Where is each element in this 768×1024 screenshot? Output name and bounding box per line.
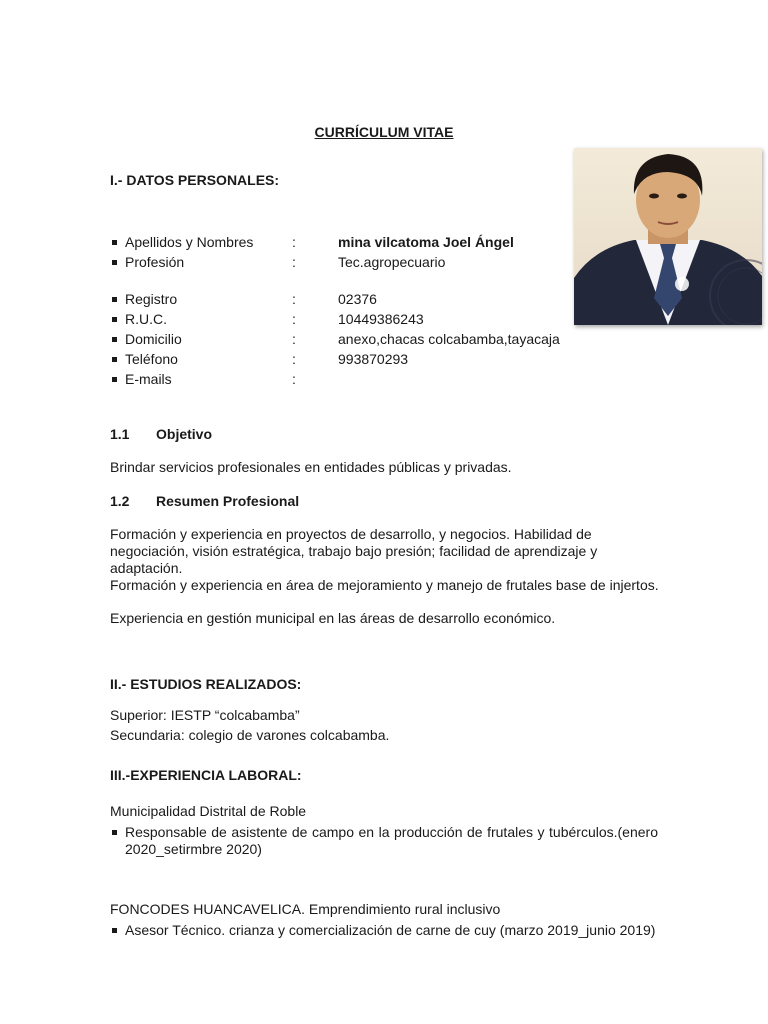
field-colon: : bbox=[292, 291, 296, 307]
field-label-name: Apellidos y Nombres bbox=[125, 234, 254, 250]
summary-paragraph-3: Experiencia en gestión municipal en las áreas de desarrollo económico. bbox=[110, 610, 556, 626]
bullet-icon bbox=[112, 337, 117, 342]
summary-paragraph-2: Formación y experiencia en área de mejoramiento y manejo de frutales base de injertos. bbox=[110, 577, 659, 593]
bullet-icon bbox=[112, 830, 117, 835]
subsection-number-objective: 1.1 bbox=[110, 426, 130, 442]
field-colon: : bbox=[292, 311, 296, 327]
field-label-phone: Teléfono bbox=[125, 351, 178, 367]
document-title: CURRÍCULUM VITAE bbox=[314, 124, 454, 140]
section-heading-personal-data: I.- DATOS PERSONALES: bbox=[110, 172, 280, 188]
field-colon: : bbox=[292, 371, 296, 387]
field-label-registry: Registro bbox=[125, 291, 178, 307]
field-label-profession: Profesión bbox=[125, 254, 185, 270]
section-heading-experience: III.-EXPERIENCIA LABORAL: bbox=[110, 767, 302, 783]
field-value-name: mina vilcatoma Joel Ángel bbox=[338, 234, 514, 250]
field-colon: : bbox=[292, 351, 296, 367]
section-heading-studies: II.- ESTUDIOS REALIZADOS: bbox=[110, 676, 302, 692]
field-label-emails: E-mails bbox=[125, 371, 172, 387]
objective-text: Brindar servicios profesionales en entidades públicas y privadas. bbox=[110, 459, 512, 475]
field-label-ruc: R.U.C. bbox=[125, 311, 167, 327]
summary-paragraph-1: Formación y experiencia en proyectos de desarrollo, y negocios. Habilidad de negociación, visión estratégica, trabajo bajo presión; facilidad de aprendizaje y adaptación. bbox=[110, 526, 598, 576]
subsection-number-summary: 1.2 bbox=[110, 493, 130, 509]
bullet-icon bbox=[112, 357, 117, 362]
bullet-icon bbox=[112, 377, 117, 382]
studies-secundaria: Secundaria: colegio de varones colcabamba. bbox=[110, 727, 390, 743]
bullet-icon bbox=[112, 240, 117, 245]
bullet-icon bbox=[112, 317, 117, 322]
field-value-profession: Tec.agropecuario bbox=[338, 254, 446, 270]
field-value-address: anexo,chacas colcabamba,tayacaja bbox=[338, 331, 560, 347]
bullet-icon bbox=[112, 297, 117, 302]
job-1-item: Responsable de asistente de campo en la producción de frutales y tubérculos.(enero 2020_setirmbre 2020) bbox=[125, 824, 658, 857]
job-2-organization: FONCODES HUANCAVELICA. Emprendimiento rural inclusivo bbox=[110, 901, 501, 917]
job-2-item: Asesor Técnico. crianza y comercialización de carne de cuy (marzo 2019_junio 2019) bbox=[125, 922, 656, 938]
portrait-photo bbox=[574, 148, 762, 325]
field-value-ruc: 10449386243 bbox=[338, 311, 424, 327]
subsection-heading-objective: Objetivo bbox=[156, 426, 213, 442]
bullet-icon bbox=[112, 928, 117, 933]
field-value-registry: 02376 bbox=[338, 291, 377, 307]
studies-superior: Superior: IESTP “colcabamba” bbox=[110, 707, 300, 723]
field-value-phone: 993870293 bbox=[338, 351, 409, 367]
job-1-organization: Municipalidad Distrital de Roble bbox=[110, 803, 307, 819]
subsection-heading-summary: Resumen Profesional bbox=[156, 493, 300, 509]
field-label-address: Domicilio bbox=[125, 331, 182, 347]
field-colon: : bbox=[292, 254, 296, 270]
bullet-icon bbox=[112, 260, 117, 265]
field-colon: : bbox=[292, 331, 296, 347]
field-colon: : bbox=[292, 234, 296, 250]
